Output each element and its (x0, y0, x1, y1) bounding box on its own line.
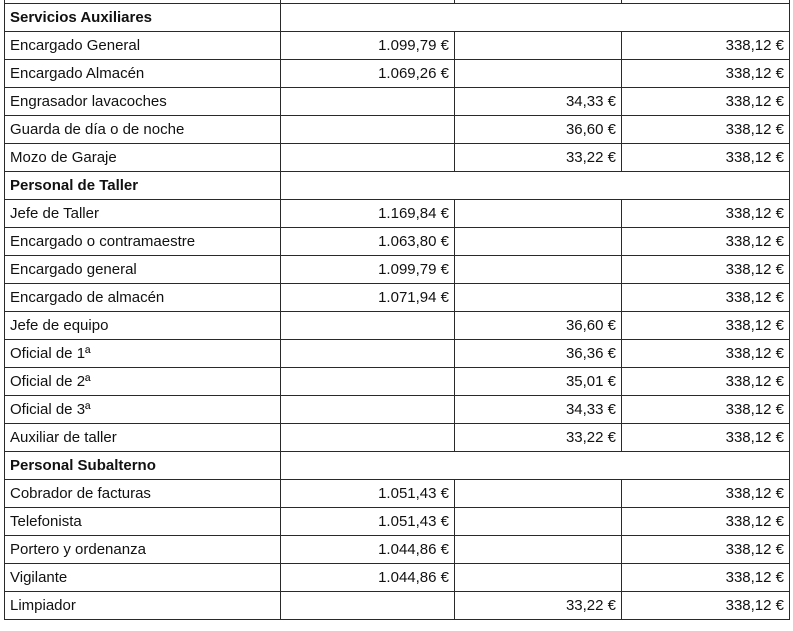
table-row (5, 480, 790, 508)
table-row (5, 200, 790, 228)
extra-pay-cell: 338,12 € (622, 480, 790, 508)
monthly-salary-cell (281, 592, 455, 620)
section-header-blank (281, 452, 790, 480)
daily-salary-cell (455, 60, 622, 88)
table-row (5, 60, 790, 88)
monthly-salary-cell: 1.044,86 € (281, 536, 455, 564)
daily-salary-cell: 33,22 € (455, 424, 622, 452)
daily-salary-cell: 35,01 € (455, 368, 622, 396)
category-name-cell: Oficial de 2ª (5, 368, 281, 396)
monthly-salary-cell (281, 116, 455, 144)
extra-pay-cell: 338,12 € (622, 368, 790, 396)
daily-salary-cell (455, 200, 622, 228)
monthly-salary-cell: 1.044,86 € (281, 564, 455, 592)
table-row (5, 256, 790, 284)
salary-table (4, 0, 790, 620)
table-row (5, 508, 790, 536)
section-title: Servicios Auxiliares (5, 4, 281, 32)
monthly-salary-cell (281, 88, 455, 116)
daily-salary-cell (455, 256, 622, 284)
table-row (5, 424, 790, 452)
daily-salary-cell (455, 284, 622, 312)
category-name-cell: Guarda de día o de noche (5, 116, 281, 144)
daily-salary-cell (455, 536, 622, 564)
extra-pay-cell: 338,12 € (622, 508, 790, 536)
section-title: Personal Subalterno (5, 452, 281, 480)
table-row (5, 368, 790, 396)
daily-salary-cell: 34,33 € (455, 88, 622, 116)
category-name-cell: Limpiador (5, 592, 281, 620)
monthly-salary-cell: 1.051,43 € (281, 480, 455, 508)
extra-pay-cell: 338,12 € (622, 340, 790, 368)
category-name-cell: Cobrador de facturas (5, 480, 281, 508)
extra-pay-cell: 338,12 € (622, 32, 790, 60)
category-name-cell: Encargado de almacén (5, 284, 281, 312)
extra-pay-cell: 338,12 € (622, 312, 790, 340)
table-row (5, 32, 790, 60)
extra-pay-cell: 338,12 € (622, 536, 790, 564)
category-name-cell: Portero y ordenanza (5, 536, 281, 564)
section-header-blank (281, 172, 790, 200)
daily-salary-cell (455, 32, 622, 60)
daily-salary-cell: 36,60 € (455, 116, 622, 144)
daily-salary-cell (455, 480, 622, 508)
monthly-salary-cell: 1.099,79 € (281, 32, 455, 60)
extra-pay-cell: 338,12 € (622, 256, 790, 284)
monthly-salary-cell (281, 144, 455, 172)
extra-pay-cell: 338,12 € (622, 396, 790, 424)
daily-salary-cell: 33,22 € (455, 144, 622, 172)
extra-pay-cell: 338,12 € (622, 228, 790, 256)
extra-pay-cell: 338,12 € (622, 284, 790, 312)
table-row (5, 144, 790, 172)
table-row (5, 88, 790, 116)
monthly-salary-cell (281, 368, 455, 396)
category-name-cell: Encargado General (5, 32, 281, 60)
category-name-cell: Encargado Almacén (5, 60, 281, 88)
category-name-cell: Telefonista (5, 508, 281, 536)
monthly-salary-cell (281, 340, 455, 368)
category-name-cell: Jefe de Taller (5, 200, 281, 228)
section-title: Personal de Taller (5, 172, 281, 200)
extra-pay-cell: 338,12 € (622, 116, 790, 144)
table-row (5, 396, 790, 424)
section-header-row (5, 4, 790, 32)
daily-salary-cell (455, 564, 622, 592)
salary-table-body (5, 0, 790, 620)
daily-salary-cell: 36,60 € (455, 312, 622, 340)
category-name-cell: Oficial de 1ª (5, 340, 281, 368)
monthly-salary-cell (281, 312, 455, 340)
table-row (5, 536, 790, 564)
salary-table-sheet (4, 0, 789, 629)
daily-salary-cell: 33,22 € (455, 592, 622, 620)
extra-pay-cell: 338,12 € (622, 200, 790, 228)
monthly-salary-cell (281, 424, 455, 452)
extra-pay-cell: 338,12 € (622, 144, 790, 172)
extra-pay-cell: 338,12 € (622, 88, 790, 116)
monthly-salary-cell: 1.071,94 € (281, 284, 455, 312)
monthly-salary-cell: 1.051,43 € (281, 508, 455, 536)
section-header-row (5, 172, 790, 200)
monthly-salary-cell: 1.063,80 € (281, 228, 455, 256)
table-row (5, 592, 790, 620)
category-name-cell: Engrasador lavacoches (5, 88, 281, 116)
extra-pay-cell: 338,12 € (622, 592, 790, 620)
monthly-salary-cell: 1.069,26 € (281, 60, 455, 88)
table-row (5, 116, 790, 144)
category-name-cell: Oficial de 3ª (5, 396, 281, 424)
category-name-cell: Mozo de Garaje (5, 144, 281, 172)
daily-salary-cell: 36,36 € (455, 340, 622, 368)
table-row (5, 284, 790, 312)
extra-pay-cell: 338,12 € (622, 564, 790, 592)
section-header-row (5, 452, 790, 480)
category-name-cell: Jefe de equipo (5, 312, 281, 340)
table-row (5, 228, 790, 256)
category-name-cell: Auxiliar de taller (5, 424, 281, 452)
table-row (5, 340, 790, 368)
daily-salary-cell (455, 228, 622, 256)
section-header-blank (281, 4, 790, 32)
table-row (5, 564, 790, 592)
category-name-cell: Encargado general (5, 256, 281, 284)
extra-pay-cell: 338,12 € (622, 60, 790, 88)
extra-pay-cell: 338,12 € (622, 424, 790, 452)
category-name-cell: Vigilante (5, 564, 281, 592)
monthly-salary-cell: 1.099,79 € (281, 256, 455, 284)
daily-salary-cell: 34,33 € (455, 396, 622, 424)
table-row (5, 312, 790, 340)
daily-salary-cell (455, 508, 622, 536)
monthly-salary-cell (281, 396, 455, 424)
monthly-salary-cell: 1.169,84 € (281, 200, 455, 228)
category-name-cell: Encargado o contramaestre (5, 228, 281, 256)
